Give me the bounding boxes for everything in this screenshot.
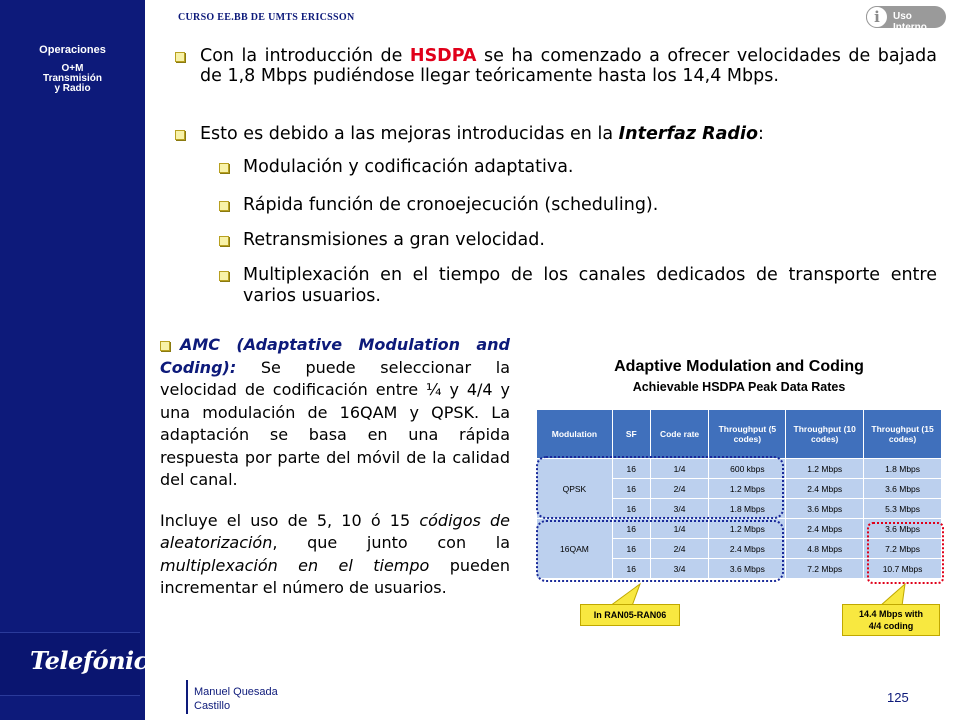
badge-label: Uso Interno [893,11,927,33]
author [194,685,278,713]
bullet-hsdpa [175,46,937,86]
sidebar [0,0,163,720]
table-cell: 16 [612,559,650,579]
footer-divider [186,680,188,714]
interfaz-radio-highlight: Interfaz Radio [618,124,758,144]
table-cell: 3.6 Mbps [864,479,942,499]
table-cell: 1/4 [650,519,709,539]
checkbox-bullet-icon [219,236,229,246]
table-cell: 1/4 [650,459,709,479]
bullet-interfaz [175,124,937,144]
col-header: Modulation [537,410,613,459]
info-icon: i [866,6,888,28]
col-header: Throughput (10 codes) [786,410,864,459]
sub-bullet-2 [219,195,937,216]
peak-rate-line2: 4/4 coding [868,621,914,631]
callout2-pointer [880,584,905,606]
checkbox-bullet-icon [219,163,229,173]
table-cell: 4.8 Mbps [786,539,864,559]
bullet-interfaz-text: Esto es debido a las mejoras introducidas en la Interfaz Radio: [200,124,764,144]
ran-callout: In RAN05-RAN06 [580,604,680,626]
table-cell: 16 [612,499,650,519]
author-line1: Manuel Quesada [194,686,278,698]
sub-bullet-4 [219,265,937,307]
sub-bullet-1-text: Modulación y codificación adaptativa. [243,157,574,177]
table-cell: 1.2 Mbps [786,459,864,479]
sub-bullet-1 [219,157,937,178]
table-cell: 7.2 Mbps [786,559,864,579]
col-header: SF [612,410,650,459]
nav-transmision: Transmisión [43,73,102,84]
table-cell: 3.6 Mbps [709,559,786,579]
table-cell: 16 [612,539,650,559]
figure-title: Adaptive Modulation and Coding [614,358,864,375]
table-cell: 1.2 Mbps [709,519,786,539]
sidebar-nav [0,44,145,94]
table-cell: 2/4 [650,479,709,499]
nav-operaciones: Operaciones [39,44,106,56]
modulation-cell: QPSK [537,459,613,519]
qpsk-highlight-outline [536,456,784,519]
sub-bullet-2-text: Rápida función de cronoejecución (scheduling). [243,195,659,215]
16qam-highlight-outline [536,520,784,582]
table-cell: 16 [612,459,650,479]
bullet-hsdpa-text: Con la introducción de HSDPA se ha comenzado a ofrecer velocidades de bajada de 1,8 Mbps pudiéndose llegar teóricamente hasta los 14,4 Mbps. [200,46,937,86]
uso-interno-badge [866,6,946,33]
checkbox-bullet-icon [219,201,229,211]
table-cell: 1.8 Mbps [864,459,942,479]
table-cell: 16 [612,479,650,499]
table-cell: 2/4 [650,539,709,559]
author-line2: Castillo [194,700,231,712]
table-cell: 7.2 Mbps [864,539,942,559]
table-cell: 10.7 Mbps [864,559,942,579]
checkbox-bullet-icon [175,130,185,140]
callout1-pointer [610,584,640,606]
peak-rate-line1: 14.4 Mbps with [858,609,923,619]
table-cell: 2.4 Mbps [709,539,786,559]
nav-om: O+M [61,63,84,74]
page-number: 125 [887,690,909,705]
peak-rate-highlight-outline [867,522,944,584]
col-header: Throughput (5 codes) [709,410,786,459]
amc-title: AMC (Adaptative Modulation and Coding): [160,335,510,377]
table-cell: 1.8 Mbps [709,499,786,519]
nav-radio: y Radio [54,83,91,94]
figure-subtitle: Achievable HSDPA Peak Data Rates [632,380,846,394]
col-header: Code rate [650,410,709,459]
modulation-cell: 16QAM [537,519,613,579]
table-cell: 2.4 Mbps [786,479,864,499]
sub-bullet-4-text: Multiplexación en el tiempo de los canales dedicados de transporte entre varios usuarios. [243,265,937,306]
table-header-row [537,410,942,459]
sub-bullet-3 [219,230,937,251]
table-cell: 3/4 [650,499,709,519]
amc-paragraph: AMC (Adaptative Modulation and Coding): Se puede seleccionar la velocidad de codificación entre ¼ y 4/4 y una modulación de 16QAM y QPSK. La adaptación se basa en una rápida respuesta por parte del móvil de la calidad del canal. [160,335,510,489]
table-cell: 3.6 Mbps [786,499,864,519]
table-cell: 3.6 Mbps [864,519,942,539]
amc-description [160,334,510,600]
table-cell: 600 kbps [709,459,786,479]
col-header: Throughput (15 codes) [864,410,942,459]
checkbox-bullet-icon [219,271,229,281]
table-cell: 3/4 [650,559,709,579]
table-cell: 16 [612,519,650,539]
table-cell: 2.4 Mbps [786,519,864,539]
course-title: CURSO EE.BB DE UMTS ERICSSON [178,12,355,23]
codes-paragraph: Incluye el uso de 5, 10 ó 15 códigos de aleatorización, que junto con la multiplexación en el tiempo pueden incrementar el número de usuarios. [160,510,510,597]
table-cell: 5.3 Mbps [864,499,942,519]
table-cell: 1.2 Mbps [709,479,786,499]
sub-bullet-3-text: Retransmisiones a gran velocidad. [243,230,545,250]
peak-rate-callout [842,604,940,636]
telefonica-logo: Telefónica [30,646,163,675]
hsdpa-highlight: HSDPA [409,46,477,66]
checkbox-bullet-icon [175,52,185,62]
checkbox-bullet-icon [160,341,170,351]
